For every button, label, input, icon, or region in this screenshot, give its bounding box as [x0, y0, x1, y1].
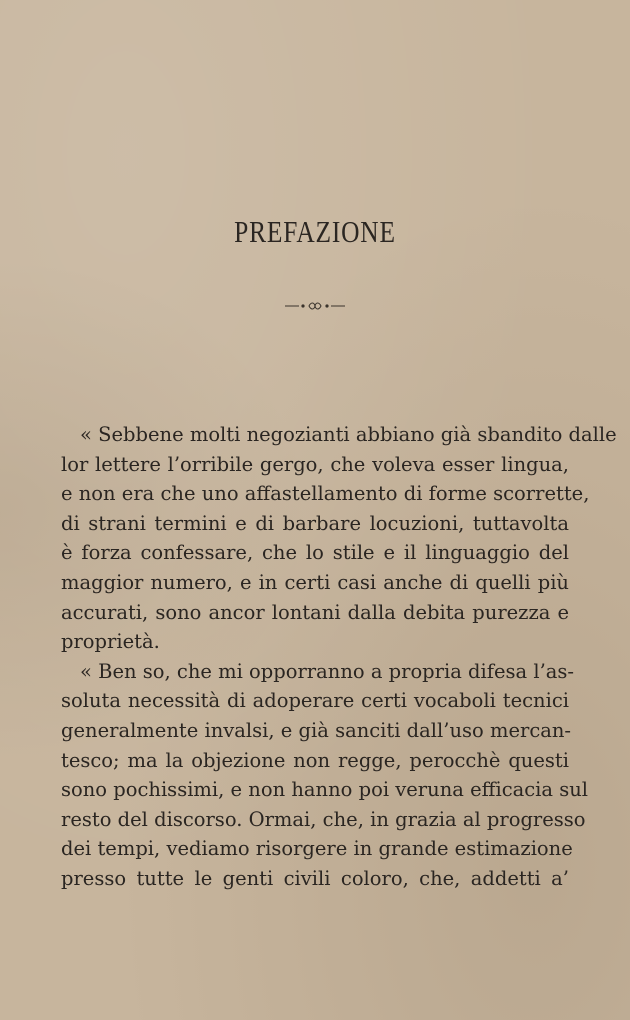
text-line: proprietà. [61, 630, 160, 654]
text-line: « Sebbene molti negozianti abbiano già sbandito dalle [80, 423, 617, 446]
text-line: sono pochissimi, e non hanno poi veruna efficacia sul [61, 778, 589, 802]
text-line: resto del discorso. Ormai, che, in grazia al progresso [61, 807, 586, 831]
ornament-flourish-icon [283, 300, 347, 312]
text-line: generalmente invalsi, e già sanciti dall’uso mercan- [61, 718, 572, 742]
text-line: tesco; ma la objezione non regge, perocchè questi [61, 748, 569, 772]
text-line: soluta necessità di adoperare certi vocaboli tecnici [61, 689, 569, 713]
chapter-title: PREFAZIONE [234, 214, 396, 249]
preface-text [61, 420, 617, 894]
text-line: maggior numero, e in certi casi anche di quelli più [61, 570, 569, 594]
text-line: lor lettere l’orribile gergo, che voleva esser lingua, [61, 452, 569, 476]
text-line: presso tutte le genti civili coloro, che, addetti a’ [61, 866, 569, 890]
text-line: di strani termini e di barbare locuzioni, tuttavolta [61, 511, 569, 535]
text-line: accurati, sono ancor lontani dalla debita purezza e [61, 600, 569, 624]
text-line: dei tempi, vediamo risorgere in grande estimazione [61, 837, 573, 861]
ornament-divider [0, 300, 630, 315]
text-line: e non era che uno affastellamento di forme scorrette, [61, 482, 590, 506]
text-line: « Ben so, che mi opporranno a propria difesa l’as- [80, 659, 575, 683]
text-line: è forza confessare, che lo stile e il linguaggio del [61, 541, 569, 565]
